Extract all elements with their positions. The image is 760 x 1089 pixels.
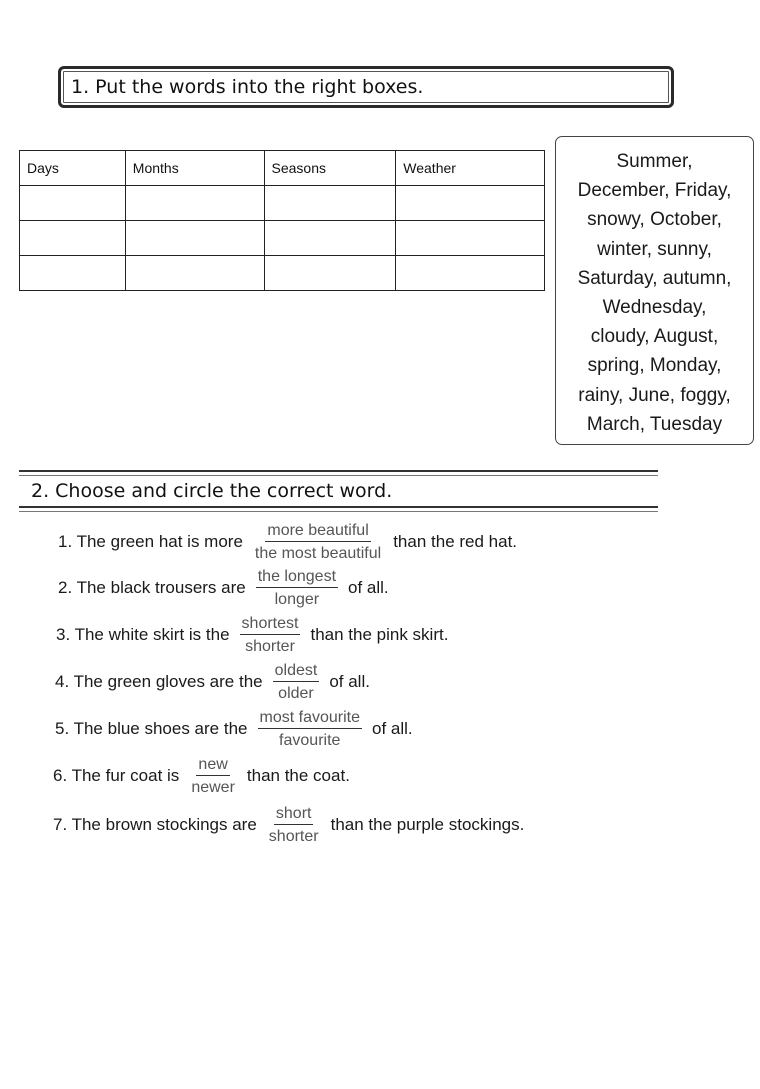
sentence-end: than the purple stockings. — [330, 815, 525, 834]
word-bank-line: snowy, October, — [587, 209, 722, 231]
word-bank-line: December, Friday, — [577, 180, 732, 202]
sentence-start: 4. The green gloves are the — [55, 672, 263, 691]
sentence-5 — [0, 704, 413, 754]
sentence-1 — [0, 517, 517, 567]
header-weather: Weather — [396, 151, 545, 186]
word-choice — [253, 521, 383, 563]
word-bank-line: cloudy, August, — [590, 326, 719, 348]
answer-cell[interactable] — [20, 221, 126, 256]
answer-cell[interactable] — [125, 186, 264, 221]
sentence-start: 3. The white skirt is the — [56, 625, 230, 644]
word-bank-line: rainy, June, foggy, — [578, 384, 731, 406]
choice-option-a[interactable]: short — [274, 804, 314, 825]
word-bank-line: March, Tuesday — [586, 413, 723, 435]
word-bank-line: Saturday, autumn, — [577, 267, 732, 289]
answer-cell[interactable] — [20, 186, 126, 221]
choice-option-a[interactable]: shortest — [240, 614, 301, 635]
choice-option-a[interactable]: the longest — [256, 567, 338, 588]
choice-option-b[interactable]: shorter — [245, 638, 295, 655]
answer-cell[interactable] — [20, 256, 126, 291]
choice-option-a[interactable]: oldest — [273, 661, 320, 682]
word-choice — [189, 755, 237, 797]
task1-heading-box — [58, 66, 674, 108]
choice-option-b[interactable]: the most beautiful — [254, 545, 382, 562]
word-choice — [267, 804, 321, 846]
sentence-6 — [0, 751, 350, 801]
answer-cell[interactable] — [125, 221, 264, 256]
answer-cell[interactable] — [125, 256, 264, 291]
sentence-end: than the pink skirt. — [310, 625, 449, 644]
sentence-4 — [0, 657, 370, 707]
task1-title: 1. Put the words into the right boxes. — [71, 76, 424, 98]
sentence-end: of all. — [329, 672, 370, 691]
word-bank-line: Summer, — [616, 151, 693, 172]
sentence-end: than the red hat. — [393, 532, 518, 551]
sentence-2 — [0, 563, 389, 613]
table-row — [20, 256, 545, 291]
sentence-end: than the coat. — [246, 766, 350, 785]
word-choice — [273, 661, 320, 703]
sentence-start: 6. The fur coat is — [53, 766, 180, 785]
sentence-end: of all. — [348, 578, 389, 597]
word-bank-line: spring, Monday, — [587, 355, 722, 377]
word-bank-box — [555, 136, 754, 445]
header-months: Months — [125, 151, 264, 186]
table-row — [20, 186, 545, 221]
choice-option-b[interactable]: older — [278, 685, 314, 702]
sentence-start: 2. The black trousers are — [58, 578, 246, 597]
task2-top-rule — [19, 470, 658, 476]
word-choice — [240, 614, 301, 656]
answer-cell[interactable] — [396, 186, 545, 221]
answer-cell[interactable] — [264, 186, 396, 221]
choice-option-b[interactable]: newer — [191, 779, 235, 796]
header-seasons: Seasons — [264, 151, 396, 186]
word-choice — [258, 708, 362, 750]
header-days: Days — [20, 151, 126, 186]
table-row — [20, 221, 545, 256]
answer-cell[interactable] — [264, 256, 396, 291]
word-bank-line: Wednesday, — [602, 297, 707, 319]
choice-option-a[interactable]: more beautiful — [265, 521, 370, 542]
answer-cell[interactable] — [264, 221, 396, 256]
sentence-7 — [0, 800, 524, 850]
sentence-start: 1. The green hat is more — [58, 532, 243, 551]
table-header-row — [20, 151, 545, 186]
word-choice — [256, 567, 338, 609]
sentence-start: 7. The brown stockings are — [53, 815, 257, 834]
choice-option-b[interactable]: shorter — [268, 828, 319, 845]
choice-option-a[interactable]: new — [196, 755, 229, 776]
sentence-end: of all. — [371, 719, 413, 738]
answer-cell[interactable] — [396, 256, 545, 291]
sorting-table — [19, 150, 545, 291]
choice-option-a[interactable]: most favourite — [258, 708, 362, 729]
task2-title: 2. Choose and circle the correct word. — [31, 480, 393, 502]
task2-bottom-rule — [19, 506, 658, 512]
sentence-start: 5. The blue shoes are the — [55, 719, 248, 738]
word-bank-line: winter, sunny, — [597, 238, 712, 260]
sentence-3 — [0, 610, 448, 660]
answer-cell[interactable] — [396, 221, 545, 256]
choice-option-b[interactable]: favourite — [279, 732, 341, 749]
choice-option-b[interactable]: longer — [274, 591, 320, 608]
